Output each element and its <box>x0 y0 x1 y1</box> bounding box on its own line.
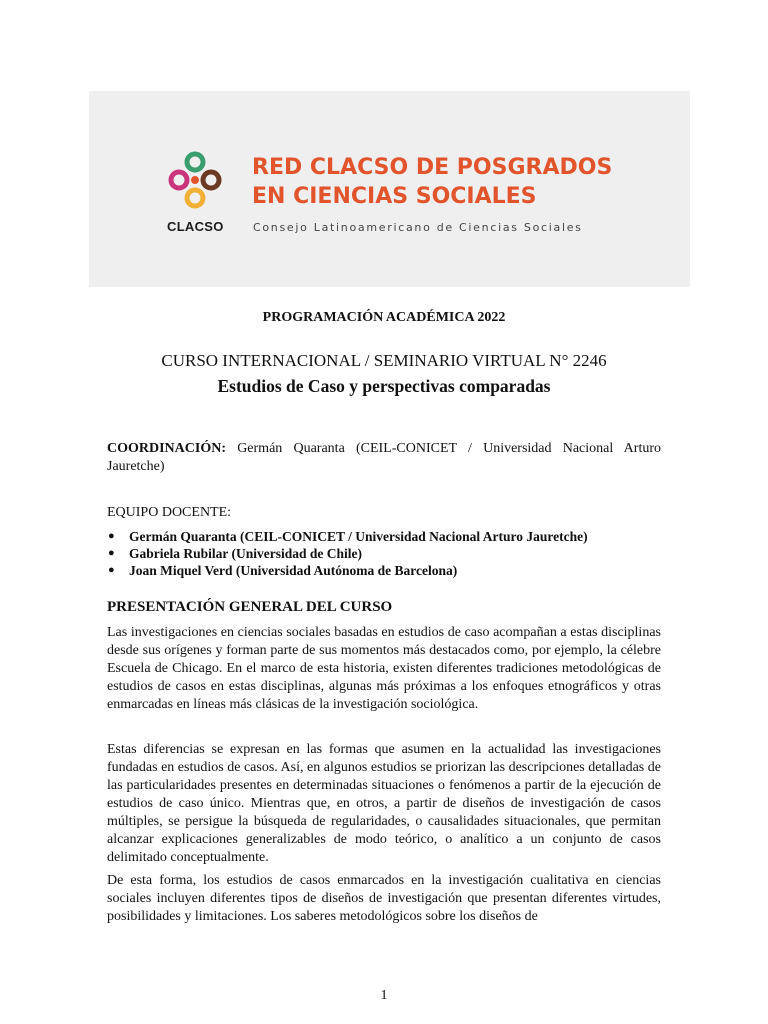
page-number: 1 <box>380 988 388 1003</box>
paragraph: Las investigaciones en ciencias sociales basadas en estudios de caso acompañan a estas disciplinas desde sus orígenes y forman parte de sus momentos más destacados como, por ejemplo, la célebre Escuela de Chicago. En el marco de esta historia, existen diferentes tradiciones metodológicas de estudios de casos en estas disciplinas, algunas más próximas a los enfoques etnográficos y otras enmarcadas en líneas más clásicas de la investigación sociológica. <box>107 625 661 712</box>
bullet-icon: ● <box>108 530 115 542</box>
equipo-docente-list <box>107 528 667 579</box>
curso-heading: CURSO INTERNACIONAL / SEMINARIO VIRTUAL N° 2246 <box>161 351 607 370</box>
coordinacion-label: COORDINACIÓN: <box>107 441 226 456</box>
banner-title <box>252 153 612 211</box>
programacion-heading: PROGRAMACIÓN ACADÉMICA 2022 <box>262 310 506 325</box>
list-item <box>107 562 667 579</box>
course-title: Estudios de Caso y perspectivas comparadas <box>217 376 551 396</box>
docente-name: Joan Miquel Verd (Universidad Autónoma de Barcelona) <box>129 563 458 578</box>
list-item <box>107 545 667 562</box>
equipo-docente-heading: EQUIPO DOCENTE: <box>107 505 232 520</box>
list-item <box>107 528 667 545</box>
bullet-icon: ● <box>108 564 115 576</box>
docente-name: Gabriela Rubilar (Universidad de Chile) <box>129 546 363 561</box>
coordinacion <box>107 440 661 476</box>
docente-name: Germán Quaranta (CEIL-CONICET / Universidad Nacional Arturo Jauretche) <box>129 529 588 544</box>
logo-text: CLACSO <box>167 219 224 234</box>
paragraph: Estas diferencias se expresan en las formas que asumen en la actualidad las investigaciones fundadas en estudios de casos. Así, en algunos estudios se priorizan las descripciones detalladas de las particularidades presentes en determinadas situaciones o fenómenos a partir de la ejecución de estudios de caso único. Mientras que, en otros, a partir de diseños de investigación de casos múltiples, se persigue la búsqueda de regularidades, o causalidades situacionales, que permitan alcanzar explicaciones generalizables de modo teórico, o analítico a un conjunto de casos delimitado conceptualmente. <box>107 742 661 865</box>
clacso-logo-icon <box>166 149 224 211</box>
header-banner <box>89 91 690 287</box>
bullet-icon: ● <box>108 547 115 559</box>
banner-title-line1: RED CLACSO DE POSGRADOS <box>252 155 613 180</box>
coordinacion-text: Germán Quaranta (CEIL-CONICET / Universidad Nacional Arturo Jauretche) <box>107 441 661 474</box>
paragraph: De esta forma, los estudios de casos enmarcados en la investigación cualitativa en ciencias sociales incluyen diferentes tipos de diseños de investigación que presentan diferentes virtudes, posibilidades y limitaciones. Los saberes metodológicos sobre los diseños de <box>107 873 661 924</box>
banner-subtitle: Consejo Latinoamericano de Ciencias Sociales <box>253 221 583 234</box>
presentacion-heading: PRESENTACIÓN GENERAL DEL CURSO <box>107 599 393 615</box>
banner-title-line2: EN CIENCIAS SOCIALES <box>252 184 537 209</box>
